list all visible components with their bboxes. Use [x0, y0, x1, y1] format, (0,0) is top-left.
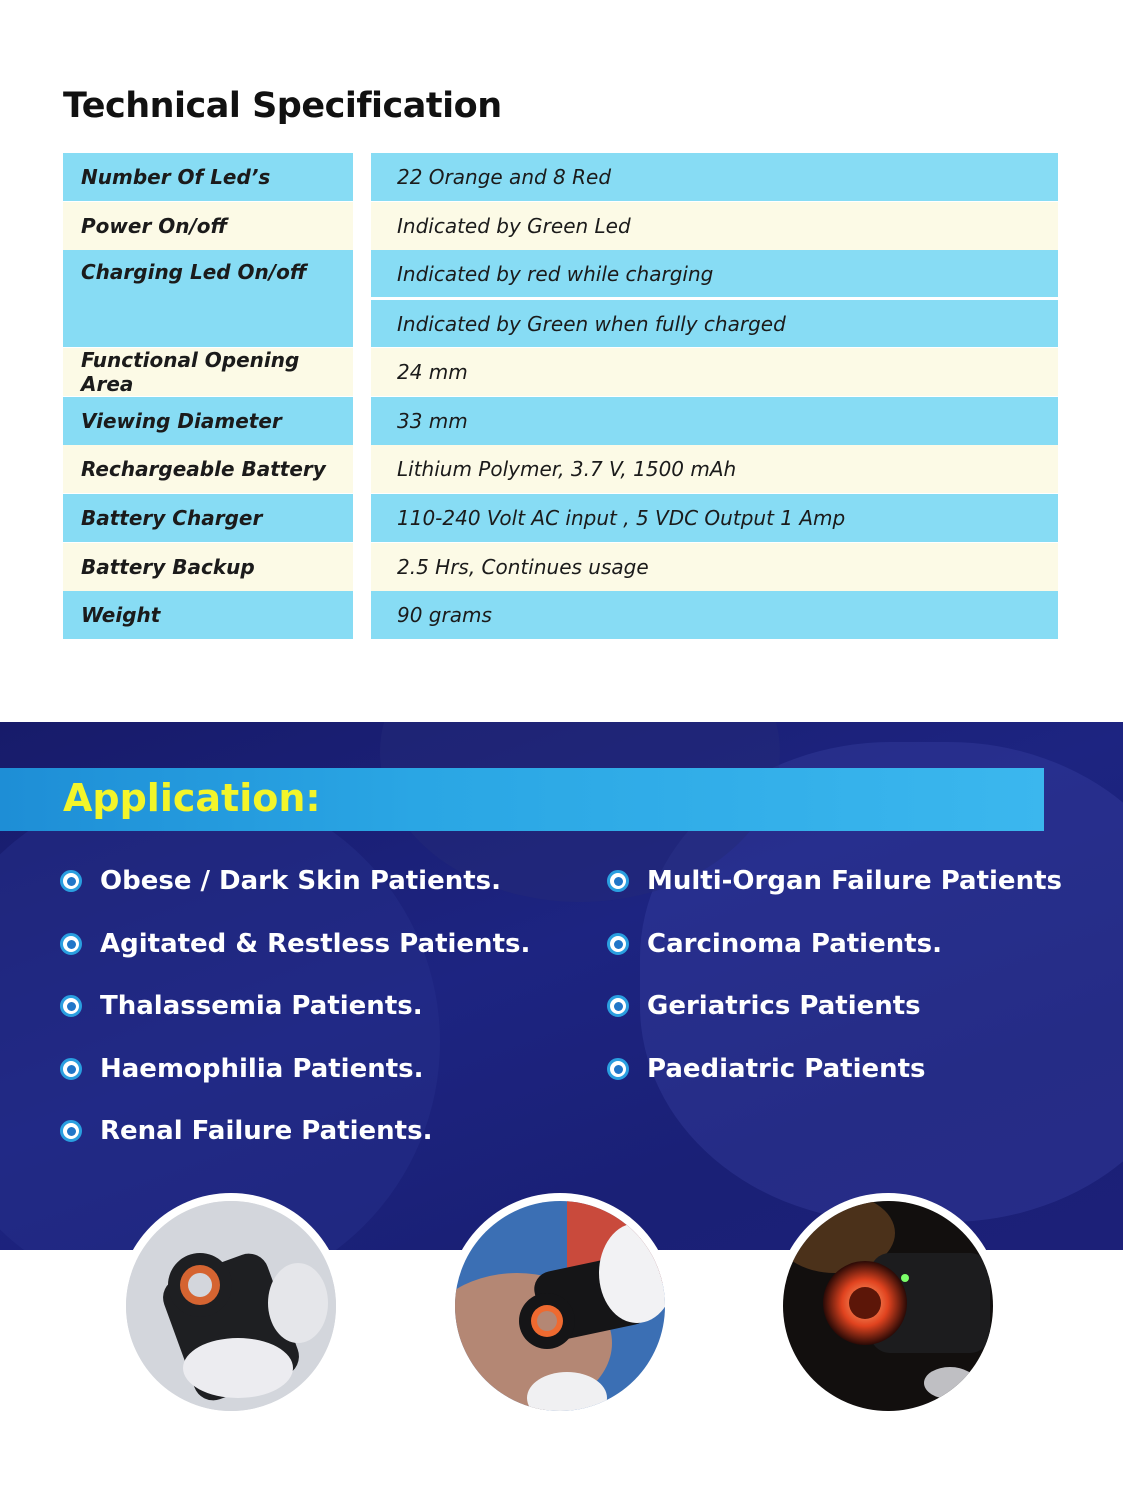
list-item: [60, 866, 501, 896]
device-on-arm-illustration: [447, 1193, 673, 1419]
table-row: [63, 445, 1058, 493]
list-item: [607, 866, 1062, 896]
table-row: [63, 202, 1058, 250]
radio-bullet-icon: [60, 870, 82, 892]
device-glowing-illustration: [775, 1193, 1001, 1419]
application-item-text: Multi-Organ Failure Patients: [647, 866, 1062, 896]
spec-value: 2.5 Hrs, Continues usage: [371, 543, 1058, 591]
radio-bullet-icon: [607, 933, 629, 955]
radio-bullet-icon: [60, 995, 82, 1017]
radio-bullet-icon: [60, 1058, 82, 1080]
application-item-text: Carcinoma Patients.: [647, 929, 943, 959]
table-row: [63, 543, 1058, 591]
application-item-text: Geriatrics Patients: [647, 991, 921, 1021]
application-item-text: Obese / Dark Skin Patients.: [100, 866, 502, 896]
device-in-hand-illustration: [118, 1193, 344, 1419]
spec-value: Indicated by Green Led: [371, 202, 1058, 250]
radio-bullet-icon: [607, 995, 629, 1017]
radio-bullet-icon: [607, 870, 629, 892]
spec-label: Functional Opening Area: [63, 348, 353, 396]
spec-value: 90 grams: [371, 591, 1058, 639]
application-banner: [0, 768, 1044, 831]
spec-value: Lithium Polymer, 3.7 V, 1500 mAh: [371, 445, 1058, 493]
list-item: [607, 1054, 926, 1084]
table-row: [63, 153, 1058, 201]
list-item: [607, 929, 942, 959]
list-item: [60, 991, 423, 1021]
table-row: [63, 348, 1058, 396]
application-item-text: Agitated & Restless Patients.: [100, 929, 531, 959]
spec-label: Power On/off: [63, 202, 353, 250]
spec-value: 110-240 Volt AC input , 5 VDC Output 1 Amp: [371, 494, 1058, 542]
spec-label: Viewing Diameter: [63, 397, 353, 445]
table-row: [63, 591, 1058, 639]
spec-title: Technical Specification: [63, 86, 502, 126]
spec-value: Indicated by red while charging: [371, 250, 1058, 297]
spec-label: Rechargeable Battery: [63, 445, 353, 493]
table-row: [63, 397, 1058, 445]
application-section: [0, 722, 1123, 1250]
spec-value: 22 Orange and 8 Red: [371, 153, 1058, 201]
product-photo-device-on-arm: [447, 1193, 673, 1419]
application-item-text: Paediatric Patients: [647, 1054, 926, 1084]
list-item: [60, 929, 530, 959]
list-item: [60, 1054, 424, 1084]
application-title: Application:: [63, 776, 321, 820]
spec-value: 24 mm: [371, 348, 1058, 396]
application-item-text: Haemophilia Patients.: [100, 1054, 424, 1084]
spec-label: Charging Led On/off: [63, 250, 353, 347]
spec-value: 33 mm: [371, 397, 1058, 445]
spec-label: Weight: [63, 591, 353, 639]
table-row: [63, 494, 1058, 542]
table-row: [63, 250, 1058, 298]
spec-value: Indicated by Green when fully charged: [371, 300, 1058, 347]
radio-bullet-icon: [60, 933, 82, 955]
list-item: [607, 991, 921, 1021]
radio-bullet-icon: [60, 1120, 82, 1142]
product-photo-device-in-hand: [118, 1193, 344, 1419]
application-item-text: Renal Failure Patients.: [100, 1116, 433, 1146]
spec-label: Battery Charger: [63, 494, 353, 542]
spec-label: Number Of Led’s: [63, 153, 353, 201]
application-item-text: Thalassemia Patients.: [100, 991, 423, 1021]
product-photo-device-glowing: [775, 1193, 1001, 1419]
spec-label: Battery Backup: [63, 543, 353, 591]
list-item: [60, 1116, 432, 1146]
radio-bullet-icon: [607, 1058, 629, 1080]
table-row: [63, 300, 1058, 348]
